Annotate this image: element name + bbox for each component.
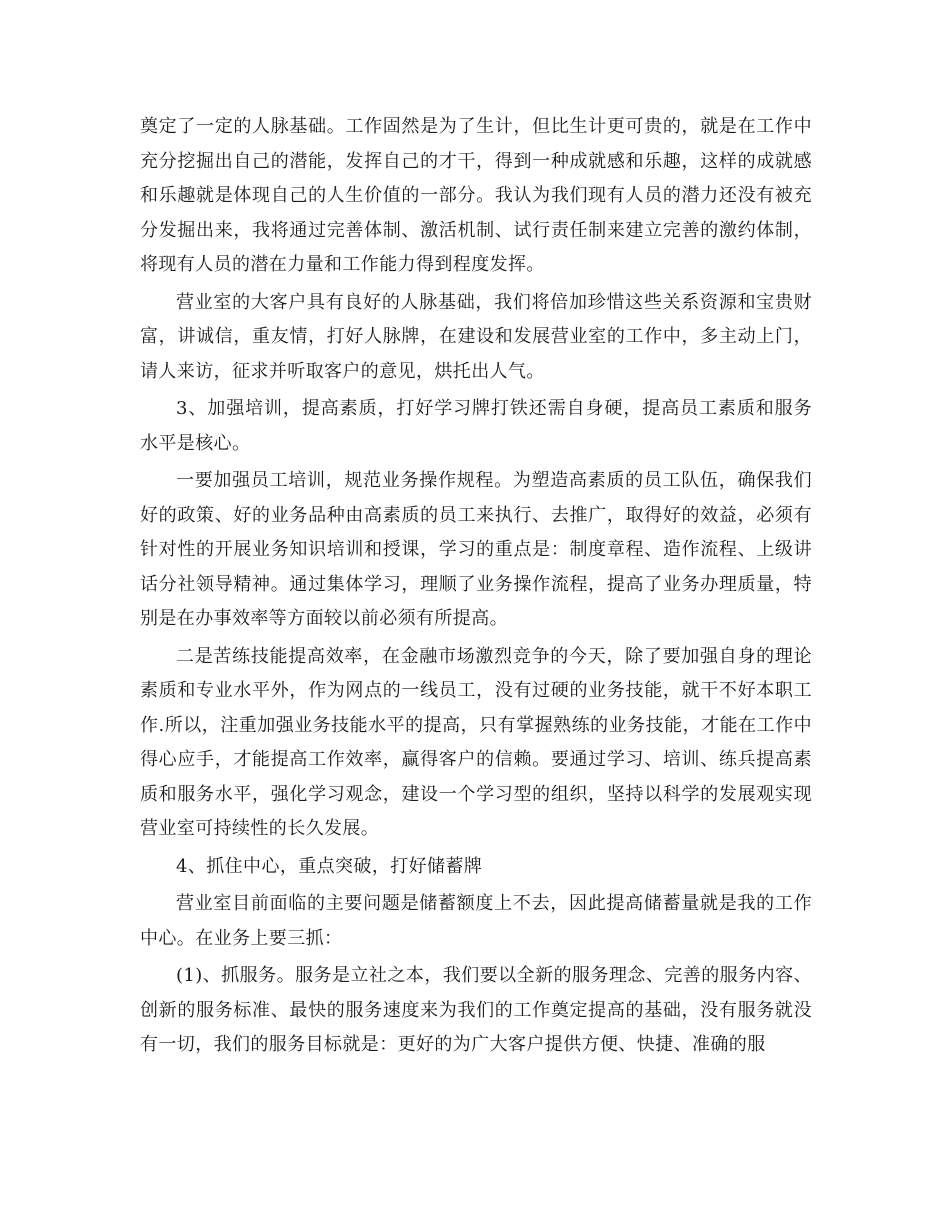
paragraph-4: 一要加强员工培训，规范业务操作规程。为塑造高素质的员工队伍，确保我们好的政策、好的业务品种由高素质的员工来执行、去推广，取得好的效益，必须有针对性的开展业务知识培训和授课，学习的重点是：制度章程、造作流程、上级讲话分社领导精神。通过集体学习，理顺了业务操作流程，提高了业务办理质量，特别是在办事效率等方面较以前必须有所提高。 [140, 470, 812, 629]
paragraph-1: 奠定了一定的人脉基础。工作固然是为了生计，但比生计更可贵的，就是在工作中充分挖掘出自己的潜能，发挥自己的才干，得到一种成就感和乐趣，这样的成就感和乐趣就是体现自己的人生价值的一部分。我认为我们现有人员的潜力还没有被充分发掘出来，我将通过完善体制、激活机制、试行责任制来建立完善的激约体制，将现有人员的潜在力量和工作能力得到程度发挥。 [140, 116, 812, 275]
paragraph-8: (1)、抓服务。服务是立社之本，我们要以全新的服务理念、完善的服务内容、创新的服务标准、最快的服务速度来为我们的工作奠定提高的基础，没有服务就没有一切，我们的服务目标就是：更好的为广大客户提供方便、快捷、准确的服 [140, 965, 812, 1055]
document-body [140, 110, 812, 1066]
paragraph-5: 二是苦练技能提高效率，在金融市场激烈竞争的今天，除了要加强自身的理论素质和专业水平外，作为网点的一线员工，没有过硬的业务技能，就干不好本职工作.所以，注重加强业务技能水平的提高，只有掌握熟练的业务技能，才能在工作中得心应手，才能提高工作效率，赢得客户的信赖。要通过学习、培训、练兵提高素质和服务水平，强化学习观念，建设一个学习型的组织，坚持以科学的发展观实现营业室可持续性的长久发展。 [140, 645, 812, 839]
paragraph-2: 营业室的大客户具有良好的人脉基础，我们将倍加珍惜这些关系资源和宝贵财富，讲诚信，重友情，打好人脉牌，在建设和发展营业室的工作中，多主动上门，请人来访，征求并听取客户的意见，烘托出人气。 [140, 291, 812, 382]
section-heading-3: 3、加强培训，提高素质，打好学习牌打铁还需自身硬，提高员工素质和服务水平是核心。 [140, 398, 812, 454]
section-heading-4: 4、抓住中心，重点突破，打好储蓄牌 [176, 855, 483, 877]
paragraph-7: 营业室目前面临的主要问题是储蓄额度上不去，因此提高储蓄量就是我的工作中心。在业务上要三抓： [140, 893, 812, 949]
